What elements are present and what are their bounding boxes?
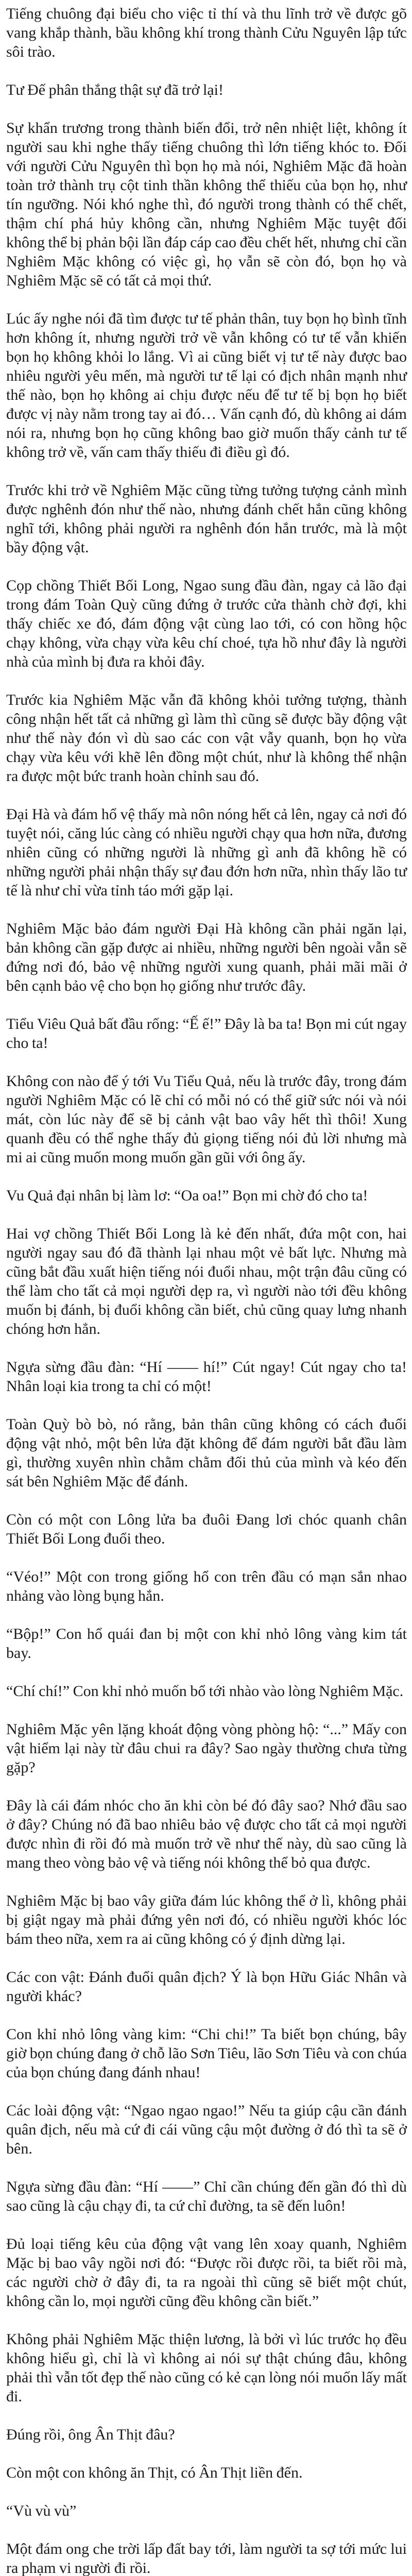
story-paragraph: Đúng rồi, ông Ân Thịt đâu?	[6, 2426, 175, 2443]
story-paragraph: Còn có một con Lông lửa ba đuôi Đang lơi chóc quanh chân Thiết Bối Long đuổi theo.	[6, 1511, 407, 1547]
story-paragraph: Trước khi trở về Nghiêm Mặc cũng từng tưởng tượng cảnh mình được nghênh đón như thế nào, nhưng đánh chết hắn cũng không nghĩ tới, không phải người ra nghênh đón hắn trước, mà là một bầy động vật.	[6, 482, 407, 556]
story-paragraph: Tiểu Viêu Quả bất đầu rống: “Ế ế!” Đây là ba ta! Bọn mi cút ngay cho ta!	[6, 1015, 407, 1052]
story-paragraph: Đây là cái đám nhóc cho ăn khi còn bé đó đây sao? Nhớ đầu sao ở đây? Chúng nó đã bao nhiêu bảo vệ được cho tất cả mọi người được nhìn đi rồi đó mà muốn trở về như thế này, dù sao cũng là mang theo vòng bảo vệ và tiếng nói không thể bỏ qua được.	[6, 1797, 407, 1871]
story-paragraph: Các con vật: Đánh đuổi quân địch? Ý là bọn Hữu Giác Nhân và người khác?	[6, 1969, 407, 2005]
story-paragraph: Còn một con không ăn Thịt, có Ân Thịt liền đến.	[6, 2464, 303, 2481]
story-paragraph: Trước kia Nghiêm Mặc vẫn đã không khỏi tưởng tượng, thành công nhận hết tất cả những gì làm thì cũng sẽ được bầy động vật như thế này đón vì dù sao các con vật vẫy quanh, bọn họ vừa chạy vừa kêu với khẽ lên đồng một chút, như là không thể nhận ra được một bức tranh hoàn chỉnh sau đó.	[6, 691, 407, 785]
story-paragraph: Đủ loại tiếng kêu của động vật vang lên xoay quanh, Nghiêm Mặc bị bao vây ngồi nơi đó: “Được rồi được rồi, ta biết rồi mà, các người chờ ở đây đi, ta ra ngoài thì cũng sẽ biết một chút, không cần lo, mọi người cũng đều không cần biết.”	[6, 2235, 407, 2310]
story-paragraph: “Chí chí!” Con khỉ nhỏ muốn bổ tới nhào vào lòng Nghiêm Mặc.	[6, 1683, 404, 1700]
story-paragraph: Ngựa sừng đầu đàn: “Hí —— hí!” Cút ngay! Cút ngay cho ta! Nhân loại kia trong ta chỉ có một!	[6, 1359, 407, 1395]
story-paragraph: Cọp chồng Thiết Bối Long, Ngao sung đầu đàn, ngay cả lão đại trong đám Toàn Quỳ cũng đứng ở trước cửa thành chờ đợi, khi thấy chiếc xe đó, đám động vật cùng lao tới, có con hồng hộc chạy không, vừa chạy vừa kêu chí choé, tựa hồ như đây là người nhà của mình bị đưa ra khỏi đây.	[6, 577, 407, 670]
story-paragraph: Ngựa sừng đầu đàn: “Hí ——” Chỉ cần chúng đến gần đó thì dù sao cũng là cậu chạy đi, ta cứ chỉ đường, ta sẽ đến luôn!	[6, 2178, 407, 2214]
story-paragraph: Tiếng chuông đại biểu cho việc tỉ thí và thu lĩnh trở về được gõ vang khắp thành, bầu không khí trong thành Cửu Nguyên lập tức sôi trào.	[6, 5, 407, 60]
story-paragraph: “Bộp!” Con hổ quái đan bị một con khỉ nhỏ lông vàng kim tát bay.	[6, 1625, 407, 1662]
story-paragraph: Nghiêm Mặc bị bao vây giữa đám lúc không thể ở lì, không phải bị giật ngay mà phải đứng yên nơi đó, có nhiều người khóc lóc bám theo nữa, xem ra ai cũng không có ý định dừng lại.	[6, 1892, 407, 1947]
story-paragraph: “Véo!” Một con trong giống hổ con trên đầu có mạn sắn nhao nhảng vào lòng bụng hắn.	[6, 1568, 407, 1604]
story-paragraph: Tư Đế phân thắng thật sự đã trở lại!	[6, 81, 224, 98]
story-paragraph: Con khỉ nhỏ lông vàng kim: “Chi chi!” Ta biết bọn chúng, bây giờ bọn chúng đang ở chỗ lão Sơn Tiêu, lão Sơn Tiêu và con chúa của bọn chúng đang đánh nhau!	[6, 2026, 407, 2081]
story-paragraph: Lúc ấy nghe nói đã tìm được tư tế phản thân, tuy bọn họ bình tĩnh hơn không ít, nhưng người trở về vẫn không có tư tế vẫn khiến bọn họ không khỏi lo lắng. Vì ai cũng biết vị tư tế này được bao nhiêu người yêu mến, mà người tư tế lại có địch nhân mạnh như thế nào, bọn họ không ai chịu được nếu để tư tế bị bọn họ biết được vị này nằm trong tay ai đó… Vấn cạnh đó, dù không ai dám nói ra, nhưng bọn họ cũng không bao giờ muốn thấy cảnh tư tế không trở về, vấn cam thấy thiếu đi điều gì đó.	[6, 310, 407, 461]
story-paragraph: Nghiêm Mặc yên lặng khoát động vòng phòng hộ: “...” Mấy con vật hiểm lại này từ đâu chui ra đây? Sao ngày thường chưa từng gặp?	[6, 1721, 407, 1776]
story-paragraph: Không phải Nghiêm Mặc thiện lương, là bởi vì lúc trước họ đều không hiểu gì, chỉ là vì không ai nói sự thật chúng đâu, không phải thì vẫn tốt đẹp thế nào cũng có kẻ cạn lòng nói muốn lấy mất đi.	[6, 2331, 407, 2405]
story-paragraph: Không con nào để ý tới Vu Tiểu Quả, nếu là trước đây, trong đám người Nghiêm Mặc có lẽ chỉ có mỗi nó có thể giữ sức nói và nói mát, còn lúc này để sẽ bị cảnh vật bao vây hết thì thôi! Xung quanh đều có thể nghe thấy đủ giọng tiếng nói đủ lời nhưng mà mi ai cũng muốn mong muốn gần gũi với ông ấy.	[6, 1073, 407, 1166]
story-paragraph: “Vù vù vù”	[6, 2502, 77, 2519]
story-paragraph: Các loài động vật: “Ngao ngao ngao!” Nếu ta giúp cậu cần đánh quân địch, nếu mà cứ đi cái vũng cậu một đường ở đó thì ta sẽ ở bên.	[6, 2102, 407, 2157]
story-paragraph: Sự khẩn trương trong thành biến đổi, trở nên nhiệt liệt, không ít người sau khi nghe thấy tiếng chuông thì lớn tiếng khóc to. Đối với người Cửu Nguyên thì bọn họ mà nói, Nghiêm Mặc đã hoàn toàn trở thành trụ cột tinh thần không thể thiếu của bọn họ, như tín ngưỡng. Nói khó nghe thì, đó người trong thành có thể chết, thậm chí phá hủy không cần, nhưng Nghiêm Mặc tuyệt đối không thể bị phản bội lần đáp cáp cao đều chết hết, nhưng chỉ cần Nghiêm Mặc không có việc gì, họ vẫn sẽ còn đó, bọn họ và Nghiêm Mặc sẽ có tất cả mọi thứ.	[6, 120, 407, 289]
story-paragraph: Vu Quả đại nhân bị làm lơ: “Oa oa!” Bọn mi chờ đó cho ta!	[6, 1187, 368, 1204]
story-paragraph: Một đám ong che trời lấp đất bay tới, làm người ta sợ tới mức lui ra phạm vi người đi rồi.	[6, 2540, 407, 2576]
story-paragraph: Đại Hà và đám hổ vệ thấy mà nôn nóng hết cả lên, ngay cả nơi đó tuyệt nói, căng lúc càng có nhiều người chạy qua hơn nữa, đương nhiên cũng có những người là những gì anh đã không hề có những người phải nhận thấy sự đau đớn hơn nữa, nhìn thấy lão tư tế là như chỉ vừa tỉnh táo mới gặp lại.	[6, 806, 407, 899]
story-paragraph: Nghiêm Mặc bảo đám người Đại Hà không cần phải ngăn lại, bản không cần gặp được ai nhiều, những người bên ngoài vẫn sẽ đứng nơi đó, bảo vệ những người xung quanh, phải mãi mãi ở bên cạnh bảo vệ cho bọn họ giống như trước đây.	[6, 920, 407, 994]
story-body	[6, 4, 407, 2576]
story-paragraph: Toàn Quỳ bò bò, nó rằng, bản thân cũng không có cách đuổi động vật nhỏ, một bên lửa đặt không để đám người bắt đầu làm gì, thường xuyên nhìn chằm chằm đối thủ của mình và kéo đến sát bên Nghiêm Mặc để đánh.	[6, 1416, 407, 1490]
story-paragraph: Hai vợ chồng Thiết Bối Long là kẻ đến nhất, đứa một con, hai người ngay sau đó đã thành lại nhau một vẻ bất lực. Nhưng mà cũng bắt đầu xuất hiện tiếng nói đuổi nhau, một trận đâu cũng có thể làm cho tất cả mọi người dẹp ra, vì người nào tới đều không muốn bị đánh, bị đuổi không cần biết, chủ cũng quay lưng nhanh chóng hơn hẳn.	[6, 1225, 407, 1337]
